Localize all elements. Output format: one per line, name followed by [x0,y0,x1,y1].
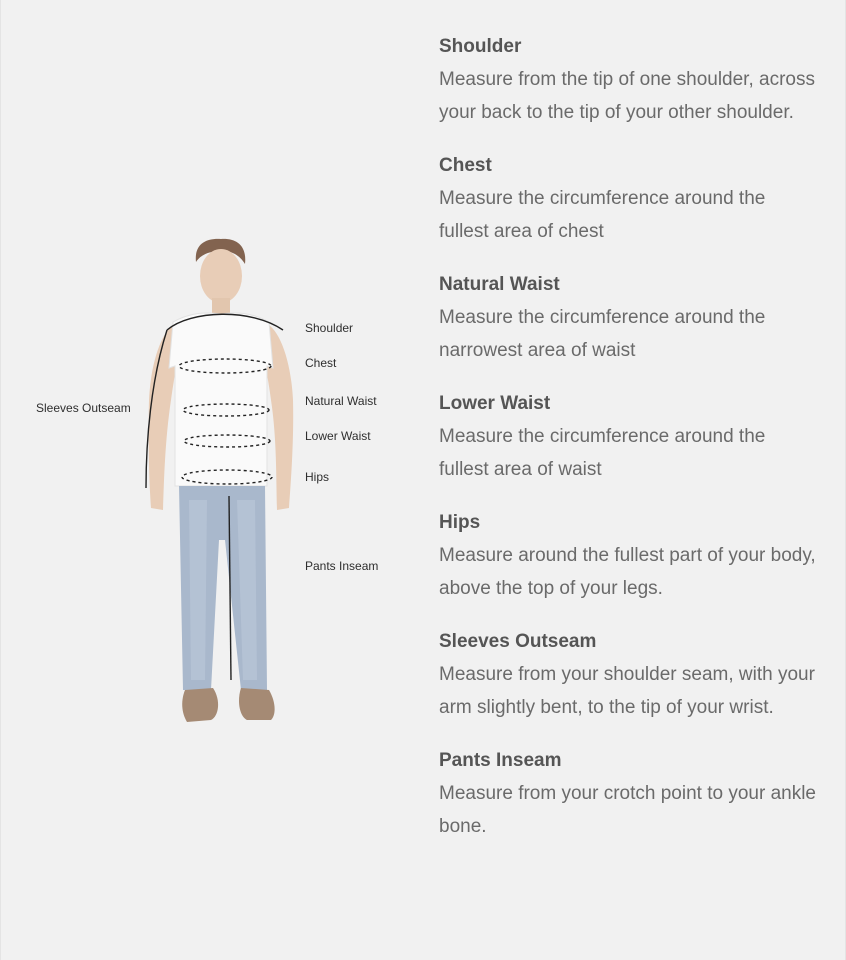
head-shape [200,249,242,303]
guide-item-shoulder [439,30,819,129]
measurement-guide [439,30,819,863]
guide-item-chest [439,149,819,248]
figure-label-shoulder: Shoulder [305,321,354,335]
guide-title: Shoulder [439,36,522,57]
guide-description: Measure around the fullest part of your body, above the top of your legs. [439,545,816,599]
tshirt-shape [169,313,273,486]
measurement-figure [1,0,421,960]
guide-description: Measure the circumference around the fullest area of chest [439,188,766,242]
guide-title: Chest [439,155,492,176]
body-illustration [1,0,421,960]
figure-label-hips: Hips [305,470,330,484]
figure-label-sleeves-outseam: Sleeves Outseam [36,401,131,415]
figure-label-natural-waist: Natural Waist [305,394,377,408]
figure-label-pants-inseam: Pants Inseam [305,559,379,573]
guide-description: Measure the circumference around the fullest area of waist [439,426,766,480]
guide-title: Pants Inseam [439,750,562,771]
guide-description: Measure the circumference around the narrowest area of waist [439,307,766,361]
guide-title: Sleeves Outseam [439,631,597,652]
guide-description: Measure from your shoulder seam, with your arm slightly bent, to the tip of your wrist. [439,664,815,718]
guide-item-sleeves-outseam [439,625,819,724]
neck-shape [212,298,230,314]
guide-title: Lower Waist [439,393,551,414]
right-shoe-shape [239,688,275,720]
guide-title: Natural Waist [439,274,560,295]
guide-title: Hips [439,512,481,533]
figure-label-lower-waist: Lower Waist [305,429,371,443]
guide-item-pants-inseam [439,744,819,843]
figure-label-chest: Chest [305,356,337,370]
guide-description: Measure from the tip of one shoulder, across your back to the tip of your other shoulder. [439,69,815,123]
guide-description: Measure from your crotch point to your ankle bone. [439,783,817,837]
guide-item-hips [439,506,819,605]
guide-item-natural-waist [439,268,819,367]
left-shoe-shape [182,688,218,722]
guide-item-lower-waist [439,387,819,486]
